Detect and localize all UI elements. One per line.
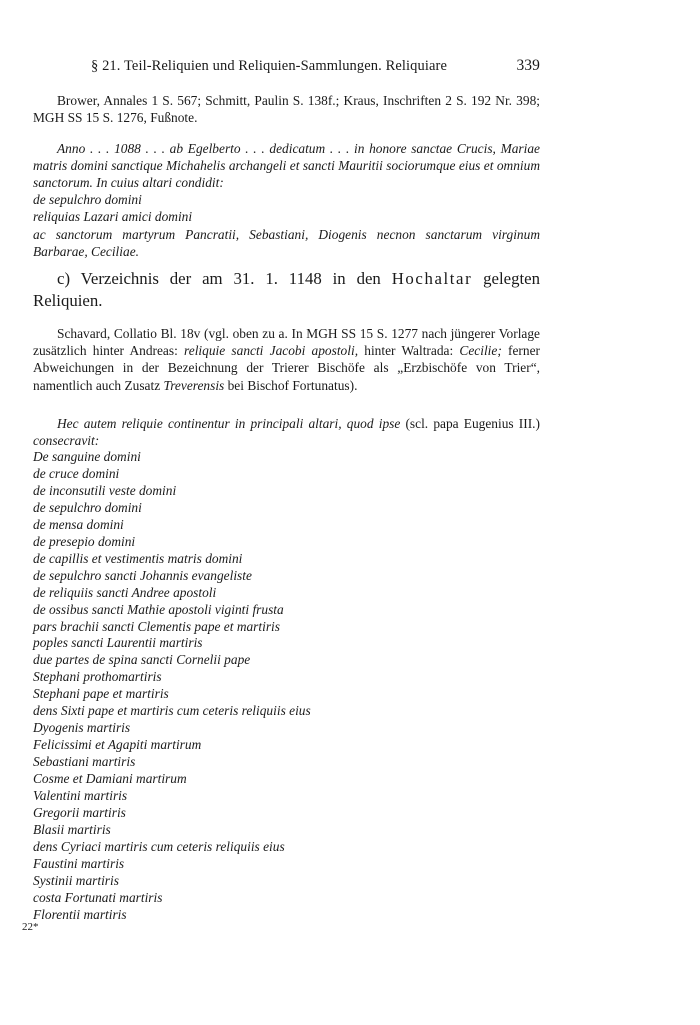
- relic-line: de reliquiis sancti Andree apostoli: [33, 584, 217, 600]
- heading-prefix: c) Verzeichnis der am 31. 1. 1148 in den: [57, 269, 381, 288]
- relic-line: de inconsutili veste domini: [33, 482, 177, 498]
- inscription-relic-lines: [33, 192, 540, 226]
- bibliography-paragraph: Brower, Annales 1 S. 567; Schmitt, Paulin S. 138f.; Kraus, Inschriften 2 S. 192 Nr. 398; MGH SS 15 S. 1276, Fußnote.: [33, 93, 540, 126]
- relic-line: poples sancti Laurentii martiris: [33, 635, 203, 651]
- running-header: [33, 58, 540, 78]
- source-text-1: Schavard, Collatio Bl. 18v (vgl. oben zu a. In MGH SS 15 S. 1277 nach jüngerer Vorlage zusätzlich hinter Andreas:: [33, 326, 540, 359]
- signature-mark: 22*: [22, 921, 39, 933]
- relic-line: Dyogenis martiris: [33, 720, 131, 736]
- relic-line: pars brachii sancti Clementis pape et martiris: [33, 618, 280, 634]
- heading-suffix: gelegten Reliquien.: [33, 269, 540, 310]
- relic-line: Stephani prothomartiris: [33, 669, 162, 685]
- relic-line: de mensa domini: [33, 516, 124, 532]
- relic-line: Systinii martiris: [33, 872, 119, 888]
- relic-line: due partes de spina sancti Cornelii pape: [33, 652, 251, 668]
- relic-line: De sanguine domini: [33, 449, 141, 464]
- relic-line: Gregorii martiris: [33, 805, 126, 821]
- source-paragraph: [33, 325, 540, 394]
- relic-line: Stephani pape et martiris: [33, 686, 169, 702]
- relic-line: Cosme et Damiani martirum: [33, 771, 187, 787]
- relic-list: [33, 449, 540, 924]
- inscription-quote: [33, 140, 540, 260]
- relic-line: dens Cyriaci martiris cum ceteris reliquiis eius: [33, 838, 285, 854]
- relic-line: de cruce domini: [33, 465, 120, 481]
- source-text-3: ferner Abweichungen in der Bezeichnung der Trierer Bischöfe als „Erzbischöfe von Trier“, namentlich auch Zusatz: [33, 343, 540, 393]
- inscription-tail: ac sanctorum martyrum Pancratii, Sebastiani, Diogenis necnon sanctarum virginum Barbarae, Ceciliae.: [33, 226, 540, 259]
- consecration-paragraph: [33, 415, 540, 449]
- relic-line: de capillis et vestimentis matris domini: [33, 550, 243, 566]
- relic-line: dens Sixti pape et martiris cum ceteris reliquiis eius: [33, 703, 311, 719]
- relic-line: Faustini martiris: [33, 855, 125, 871]
- relic-line: Valentini martiris: [33, 788, 128, 804]
- consecration-italic-2: consecravit:: [33, 433, 100, 449]
- relic-line: de sepulchro sancti Johannis evangeliste: [33, 567, 252, 583]
- relic-line: Sebastiani martiris: [33, 754, 136, 770]
- source-italic-1: reliquie sancti Jacobi apostoli,: [184, 343, 359, 359]
- relic-line: reliquias Lazari amici domini: [33, 208, 193, 224]
- relic-line: de sepulchro domini: [33, 499, 142, 515]
- relic-line: Felicissimi et Agapiti martirum: [33, 737, 202, 753]
- heading-spaced-word: Hochaltar: [391, 269, 473, 288]
- relic-line: costa Fortunati martiris: [33, 889, 163, 905]
- page-number: 339: [516, 57, 540, 74]
- relic-line: de ossibus sancti Mathie apostoli viginti frusta: [33, 601, 284, 617]
- source-text-4: bei Bischof Fortunatus).: [224, 377, 358, 393]
- consecration-text: (scl. papa Eugenius III.): [400, 416, 540, 431]
- section-heading: [33, 268, 540, 312]
- relic-line: de presepio domini: [33, 533, 136, 549]
- header-title: § 21. Teil-Reliquien und Reliquien-Sammlungen. Reliquiare: [91, 58, 447, 74]
- relic-line: Florentii martiris: [33, 906, 127, 922]
- relic-line: de sepulchro domini: [33, 191, 142, 207]
- relic-line: Blasii martiris: [33, 821, 111, 837]
- source-text-2: hinter Waltrada:: [358, 343, 460, 359]
- source-italic-3: Treverensis: [163, 377, 225, 393]
- consecration-italic-1: Hec autem reliquie continentur in principali altari, quod ipse: [57, 416, 401, 431]
- source-italic-2: Cecilie;: [459, 343, 502, 359]
- inscription-text: Anno . . . 1088 . . . ab Egelberto . . . dedicatum . . . in honore sanctae Crucis, Mariae matris domini sanctique Michahelis archangeli et sancti Mauritii sociorumque eius et omnium sanctorum. In cuius altari condidit:: [33, 141, 540, 191]
